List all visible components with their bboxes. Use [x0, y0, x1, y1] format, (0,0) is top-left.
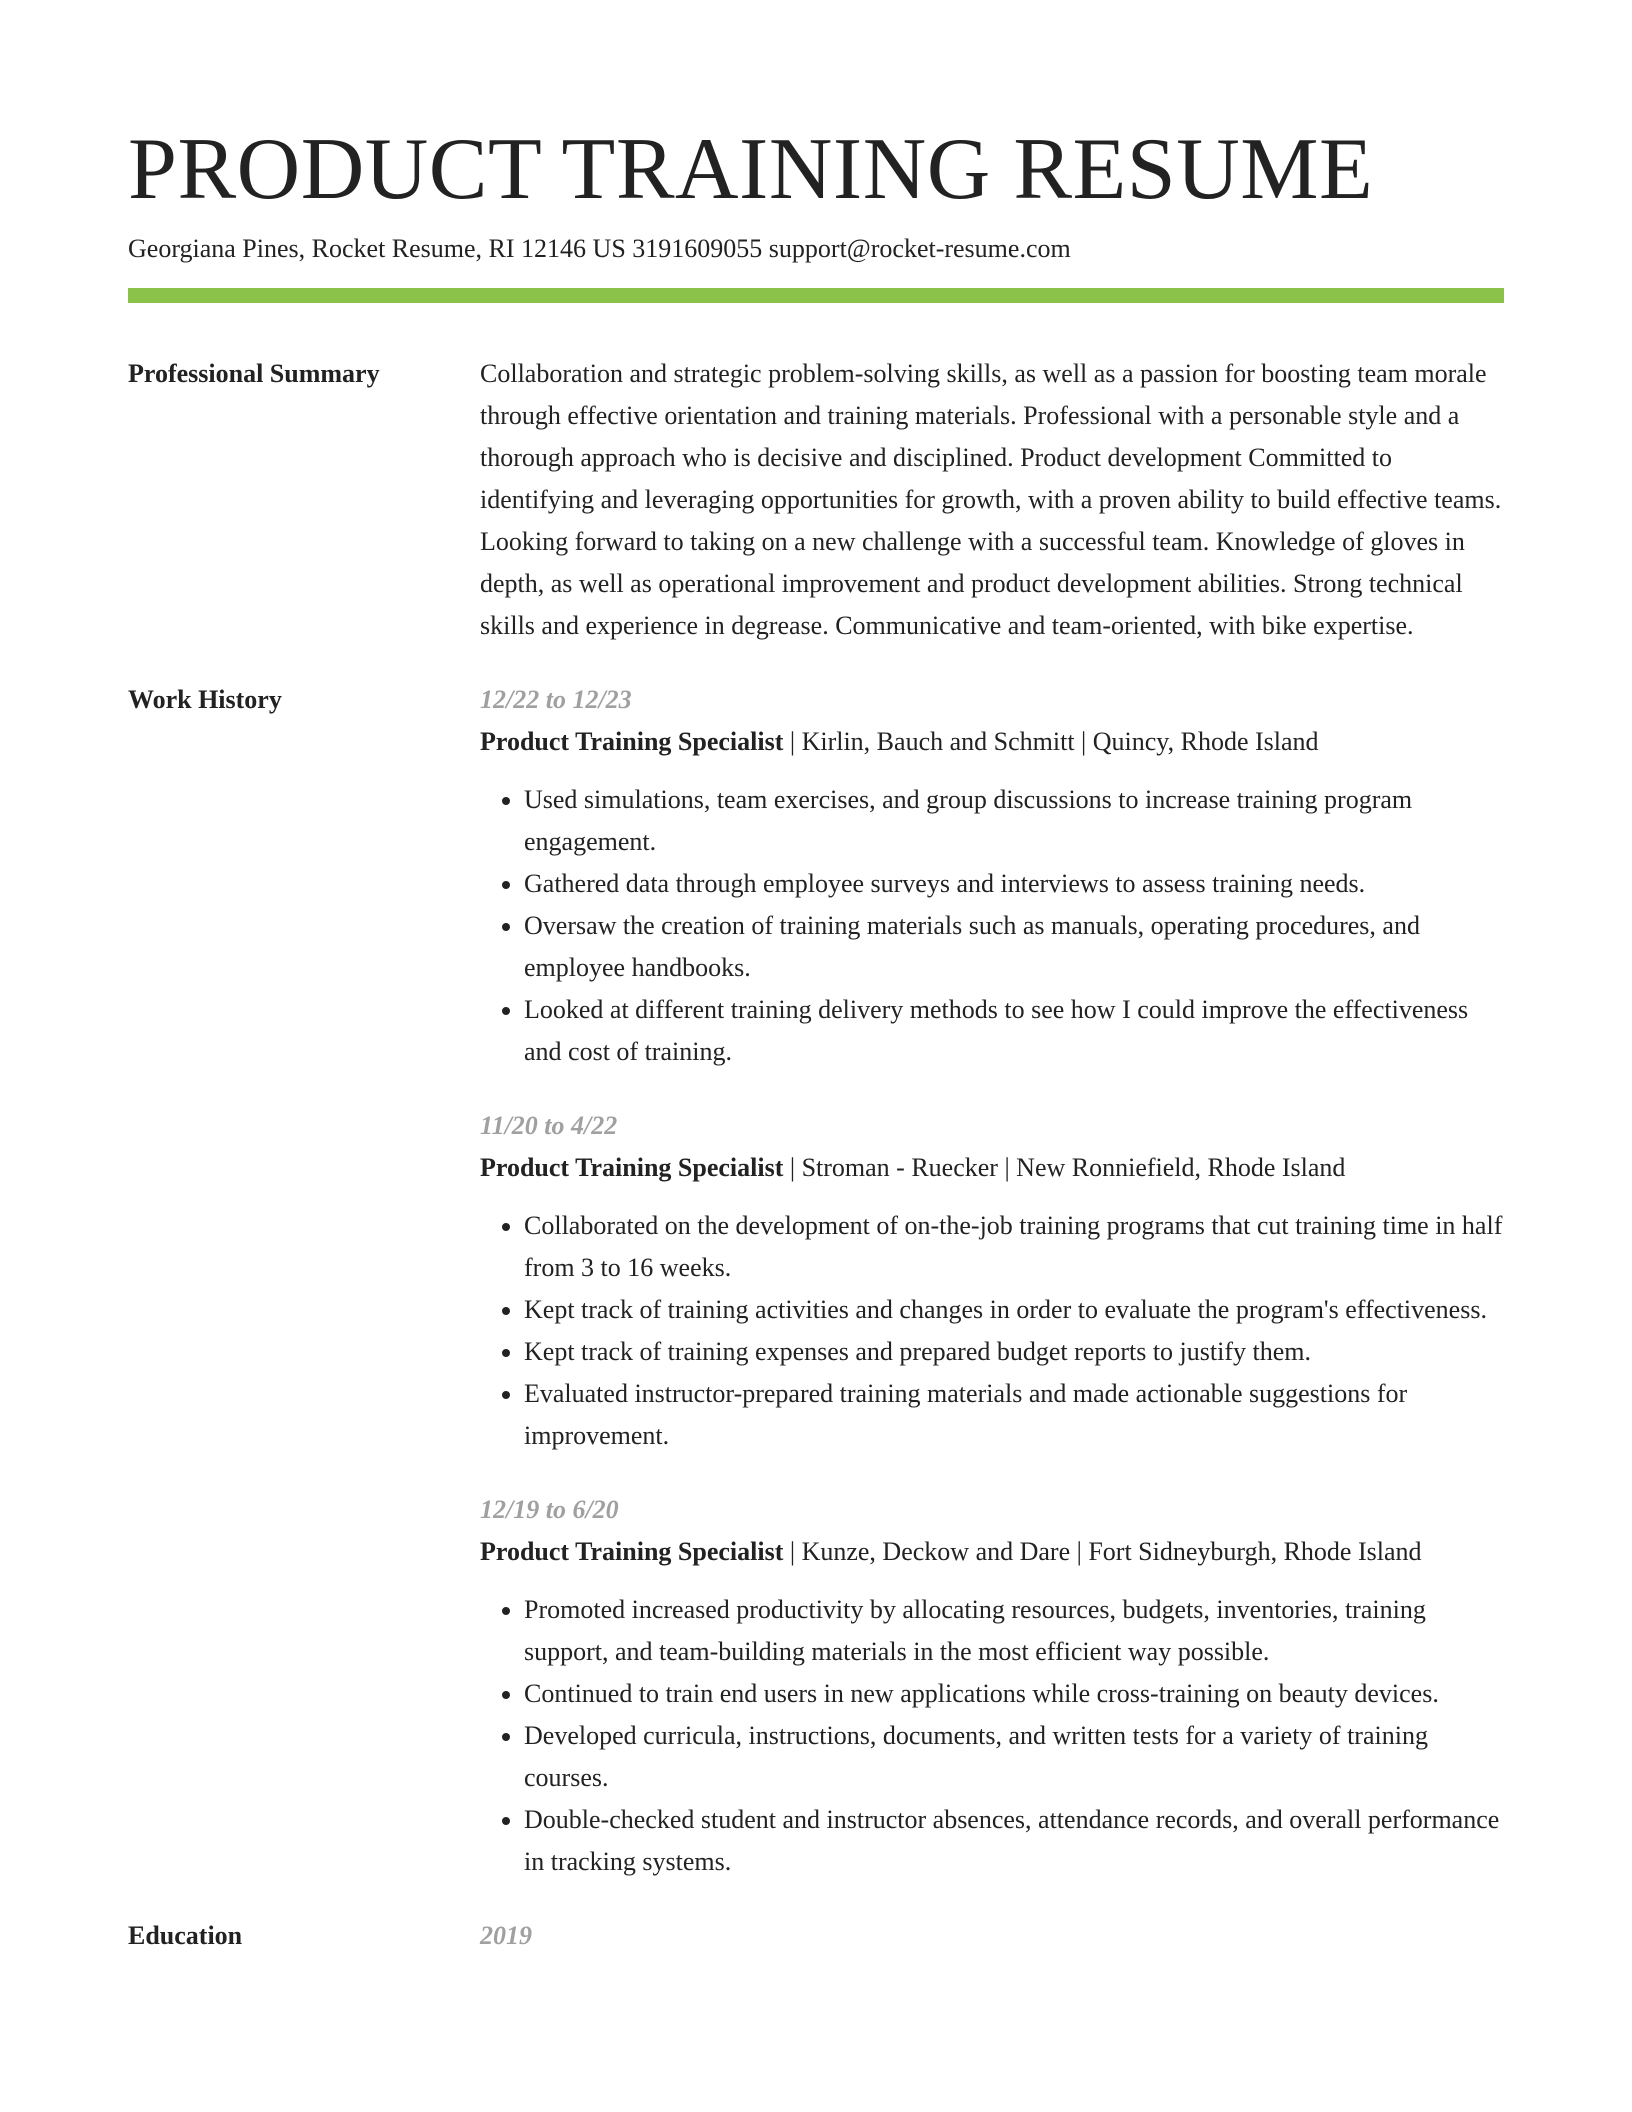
job-entry	[480, 1489, 1504, 1883]
education-list	[480, 1915, 1504, 1957]
job-title: Product Training Specialist	[480, 1537, 784, 1566]
job-entry	[480, 679, 1504, 1073]
job-bullet: • Evaluated instructor-prepared training materials and made actionable suggestions for improvement.	[524, 1373, 1504, 1457]
job-details: | Kirlin, Bauch and Schmitt | Quincy, Rhode Island	[783, 727, 1319, 756]
job-bullet: • Promoted increased productivity by allocating resources, budgets, inventories, training support, and team-building materials in the most efficient way possible.	[524, 1589, 1504, 1673]
job-details: | Stroman - Ruecker | New Ronniefield, Rhode Island	[783, 1153, 1346, 1182]
job-dates: 11/20 to 4/22	[480, 1111, 618, 1140]
job-heading	[480, 721, 1504, 763]
work-history-list	[480, 679, 1504, 1883]
resume-page	[128, 0, 1504, 1957]
section-label-summary: Professional Summary	[128, 359, 380, 388]
job-bullet: • Oversaw the creation of training materials such as manuals, operating procedures, and employee handbooks.	[524, 905, 1504, 989]
job-dates: 12/22 to 12/23	[480, 685, 632, 714]
job-heading	[480, 1531, 1504, 1573]
job-bullet: • Kept track of training expenses and prepared budget reports to justify them.	[524, 1331, 1504, 1373]
job-bullet: • Continued to train end users in new applications while cross-training on beauty devices.	[524, 1673, 1504, 1715]
job-details: | Kunze, Deckow and Dare | Fort Sidneyburgh, Rhode Island	[783, 1537, 1422, 1566]
accent-divider	[128, 288, 1504, 303]
summary-text: Collaboration and strategic problem-solving skills, as well as a passion for boosting team morale through effective orientation and training materials. Professional with a personable style and a thorough approach who is decisive and disciplined. Product development Committed to identifying and leveraging opportunities for growth, with a proven ability to build effective teams. Looking forward to taking on a new challenge with a successful team. Knowledge of gloves in depth, as well as operational improvement and product development abilities. Strong technical skills and experience in degrease. Communicative and team-oriented, with bike expertise.	[480, 359, 1502, 640]
contact-line: Georgiana Pines, Rocket Resume, RI 12146 US 3191609055 support@rocket-resume.com	[128, 234, 1071, 263]
job-bullets	[480, 1589, 1504, 1883]
job-bullet: • Looked at different training delivery methods to see how I could improve the effectiveness and cost of training.	[524, 989, 1504, 1073]
job-title: Product Training Specialist	[480, 727, 784, 756]
professional-summary-section	[128, 353, 1504, 647]
job-entry	[480, 1105, 1504, 1457]
job-dates: 12/19 to 6/20	[480, 1495, 619, 1524]
job-bullet: • Double-checked student and instructor absences, attendance records, and overall performance in tracking systems.	[524, 1799, 1504, 1883]
job-heading	[480, 1147, 1504, 1189]
page-title: PRODUCT TRAINING RESUME	[128, 121, 1374, 218]
education-dates: 2019	[480, 1921, 532, 1950]
job-bullet: • Kept track of training activities and changes in order to evaluate the program's effectiveness.	[524, 1289, 1504, 1331]
work-history-section	[128, 679, 1504, 1883]
job-bullet: • Developed curricula, instructions, documents, and written tests for a variety of training courses.	[524, 1715, 1504, 1799]
job-bullet: • Gathered data through employee surveys and interviews to assess training needs.	[524, 863, 1504, 905]
job-bullets	[480, 1205, 1504, 1457]
education-section	[128, 1915, 1504, 1957]
job-bullet: • Collaborated on the development of on-the-job training programs that cut training time in half from 3 to 16 weeks.	[524, 1205, 1504, 1289]
job-bullets	[480, 779, 1504, 1073]
job-bullet: • Used simulations, team exercises, and group discussions to increase training program engagement.	[524, 779, 1504, 863]
job-title: Product Training Specialist	[480, 1153, 784, 1182]
section-label-work-history: Work History	[128, 685, 282, 714]
section-label-education: Education	[128, 1921, 243, 1950]
